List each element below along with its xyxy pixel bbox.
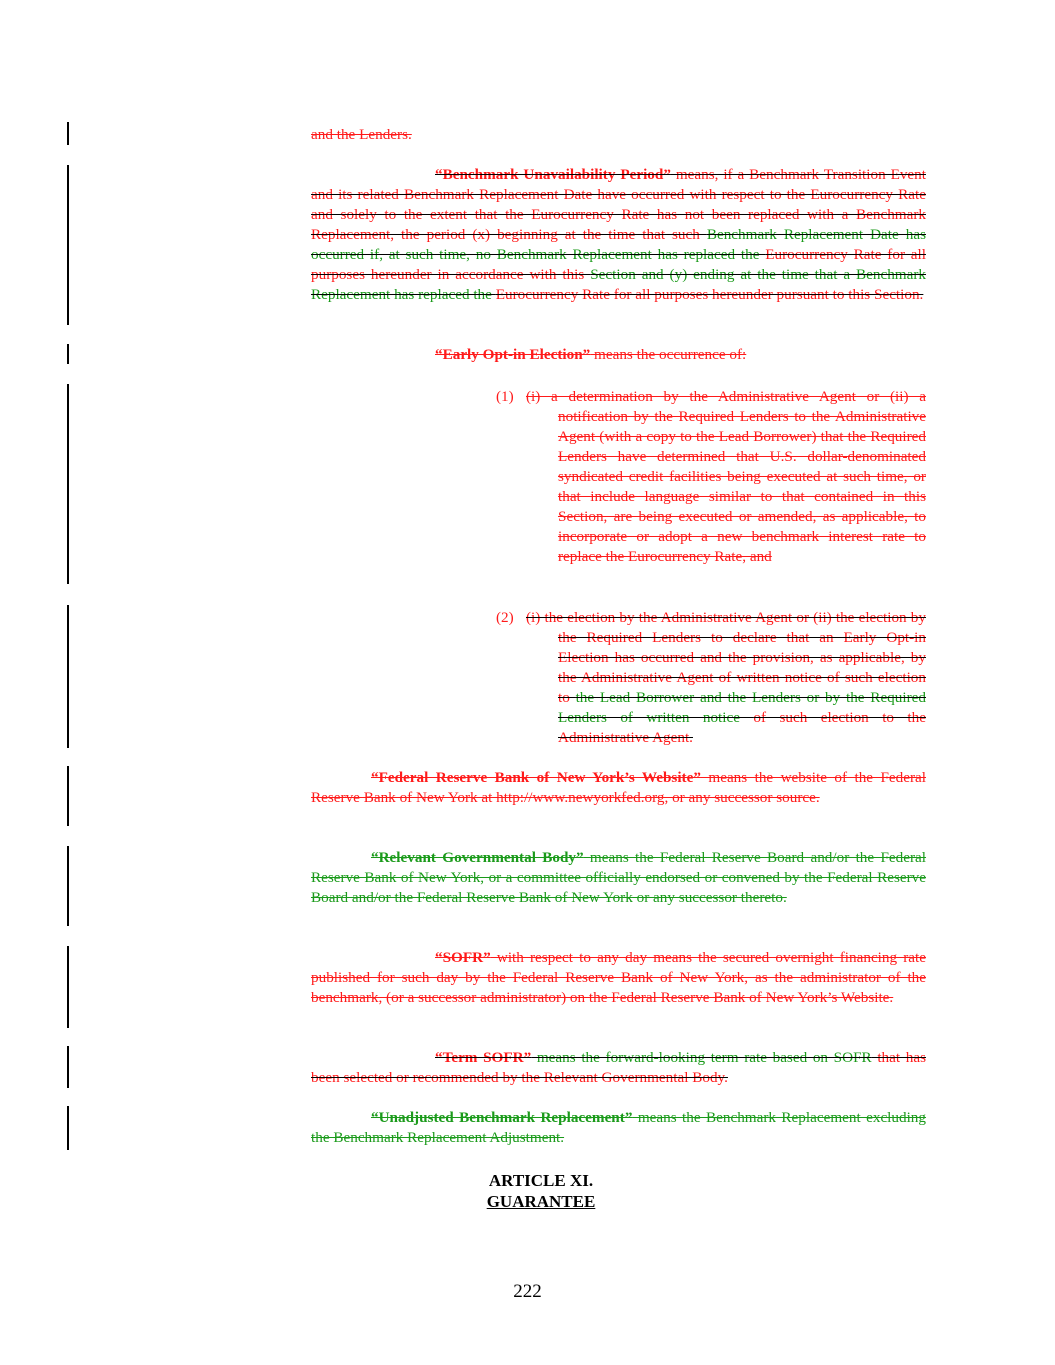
article-number: ARTICLE XI. <box>488 1171 594 1190</box>
defined-term: “Federal Reserve Bank of New York’s Website” <box>371 769 701 786</box>
article-heading <box>311 1170 771 1212</box>
change-bar <box>67 766 69 826</box>
change-bar <box>67 384 69 584</box>
defined-term: “Term SOFR” <box>435 1049 532 1066</box>
change-bar <box>67 846 69 926</box>
change-bar <box>67 1046 69 1088</box>
change-bar <box>67 165 69 325</box>
list-item: (1) (i) a determination by the Administrative Agent or (ii) a notification by the Required Lenders to the Administrative Agent (with a copy to the Lead Borrower) that the Required Lenders have determined that U.S. dollar-denominated syndicated credit facilities being executed at such time, or that include language similar to that contained in this Section, are being executed or amended, as applicable, to incorporate or adopt a new benchmark interest rate to replace the Eurocurrency Rate, and <box>496 388 926 565</box>
change-bar <box>67 344 69 364</box>
list-number: (2) <box>496 609 514 626</box>
definition-relevant-governmental-body: “Relevant Governmental Body” means the Federal Reserve Board and/or the Federal Reserve Bank of New York, or a committee officially endorsed or convened by the Federal Reserve Board and/or the Federal Reserve Bank of New York or any successor thereto. <box>311 849 927 906</box>
defined-term: “SOFR” <box>435 949 491 966</box>
defined-term: “Relevant Governmental Body” <box>371 849 584 866</box>
page-number: 222 <box>513 1281 542 1302</box>
defined-term: “Early Opt-in Election” <box>435 346 591 363</box>
definition-frbny-website: “Federal Reserve Bank of New York’s Website” means the website of the Federal Reserve Bank of New York at http://www.newyorkfed.org, or any successor source. <box>311 769 926 806</box>
defined-term: “Unadjusted Benchmark Replacement” <box>371 1109 633 1126</box>
list-number: (1) <box>496 388 514 405</box>
definition-unadjusted-benchmark-replacement: “Unadjusted Benchmark Replacement” means the Benchmark Replacement excluding the Benchmark Replacement Adjustment. <box>311 1109 926 1146</box>
change-bar <box>67 946 69 1028</box>
definition-sofr: “SOFR” with respect to any day means the secured overnight financing rate published for such day by the Federal Reserve Bank of New York, as the administrator of the benchmark, (or a successor administrator) on the Federal Reserve Bank of New York’s Website. <box>311 949 926 1006</box>
change-bar <box>67 1106 69 1150</box>
definition-term-sofr: “Term SOFR” means the forward-looking term rate based on SOFR that has been selected or recommended by the Relevant Governmental Body. <box>311 1049 926 1086</box>
definition-benchmark-unavailability-period: “Benchmark Unavailability Period” means, if a Benchmark Transition Event and its related Benchmark Replacement Date have occurred with respect to the Eurocurrency Rate and solely to the extent that the Eurocurrency Rate has not been replaced with a Benchmark Replacement, the period (x) beginning at the time that such Benchmark Replacement Date has occurred if, at such time, no Benchmark Replacement has replaced the Eurocurrency Rate for all purposes hereunder in accordance with this Section and (y) ending at the time that a Benchmark Replacement has replaced the Eurocurrency Rate for all purposes hereunder pursuant to this Section. <box>311 166 927 303</box>
list-item: (2) (i) the election by the Administrative Agent or (ii) the election by the Required Lenders to declare that an Early Opt-in Election has occurred and the provision, as applicable, by the Administrative Agent of written notice of such election to the Lead Borrower and the Lenders or by the Required Lenders of written notice of such election to the Administrative Agent. <box>496 609 926 746</box>
continuation-text: and the Lenders. <box>311 126 412 143</box>
change-bar <box>67 122 69 145</box>
change-bar <box>67 605 69 748</box>
article-title: GUARANTEE <box>486 1192 596 1211</box>
definition-early-opt-in-election: “Early Opt-in Election” means the occurrence of: <box>435 346 747 363</box>
defined-term: “Benchmark Unavailability Period” <box>435 166 671 183</box>
